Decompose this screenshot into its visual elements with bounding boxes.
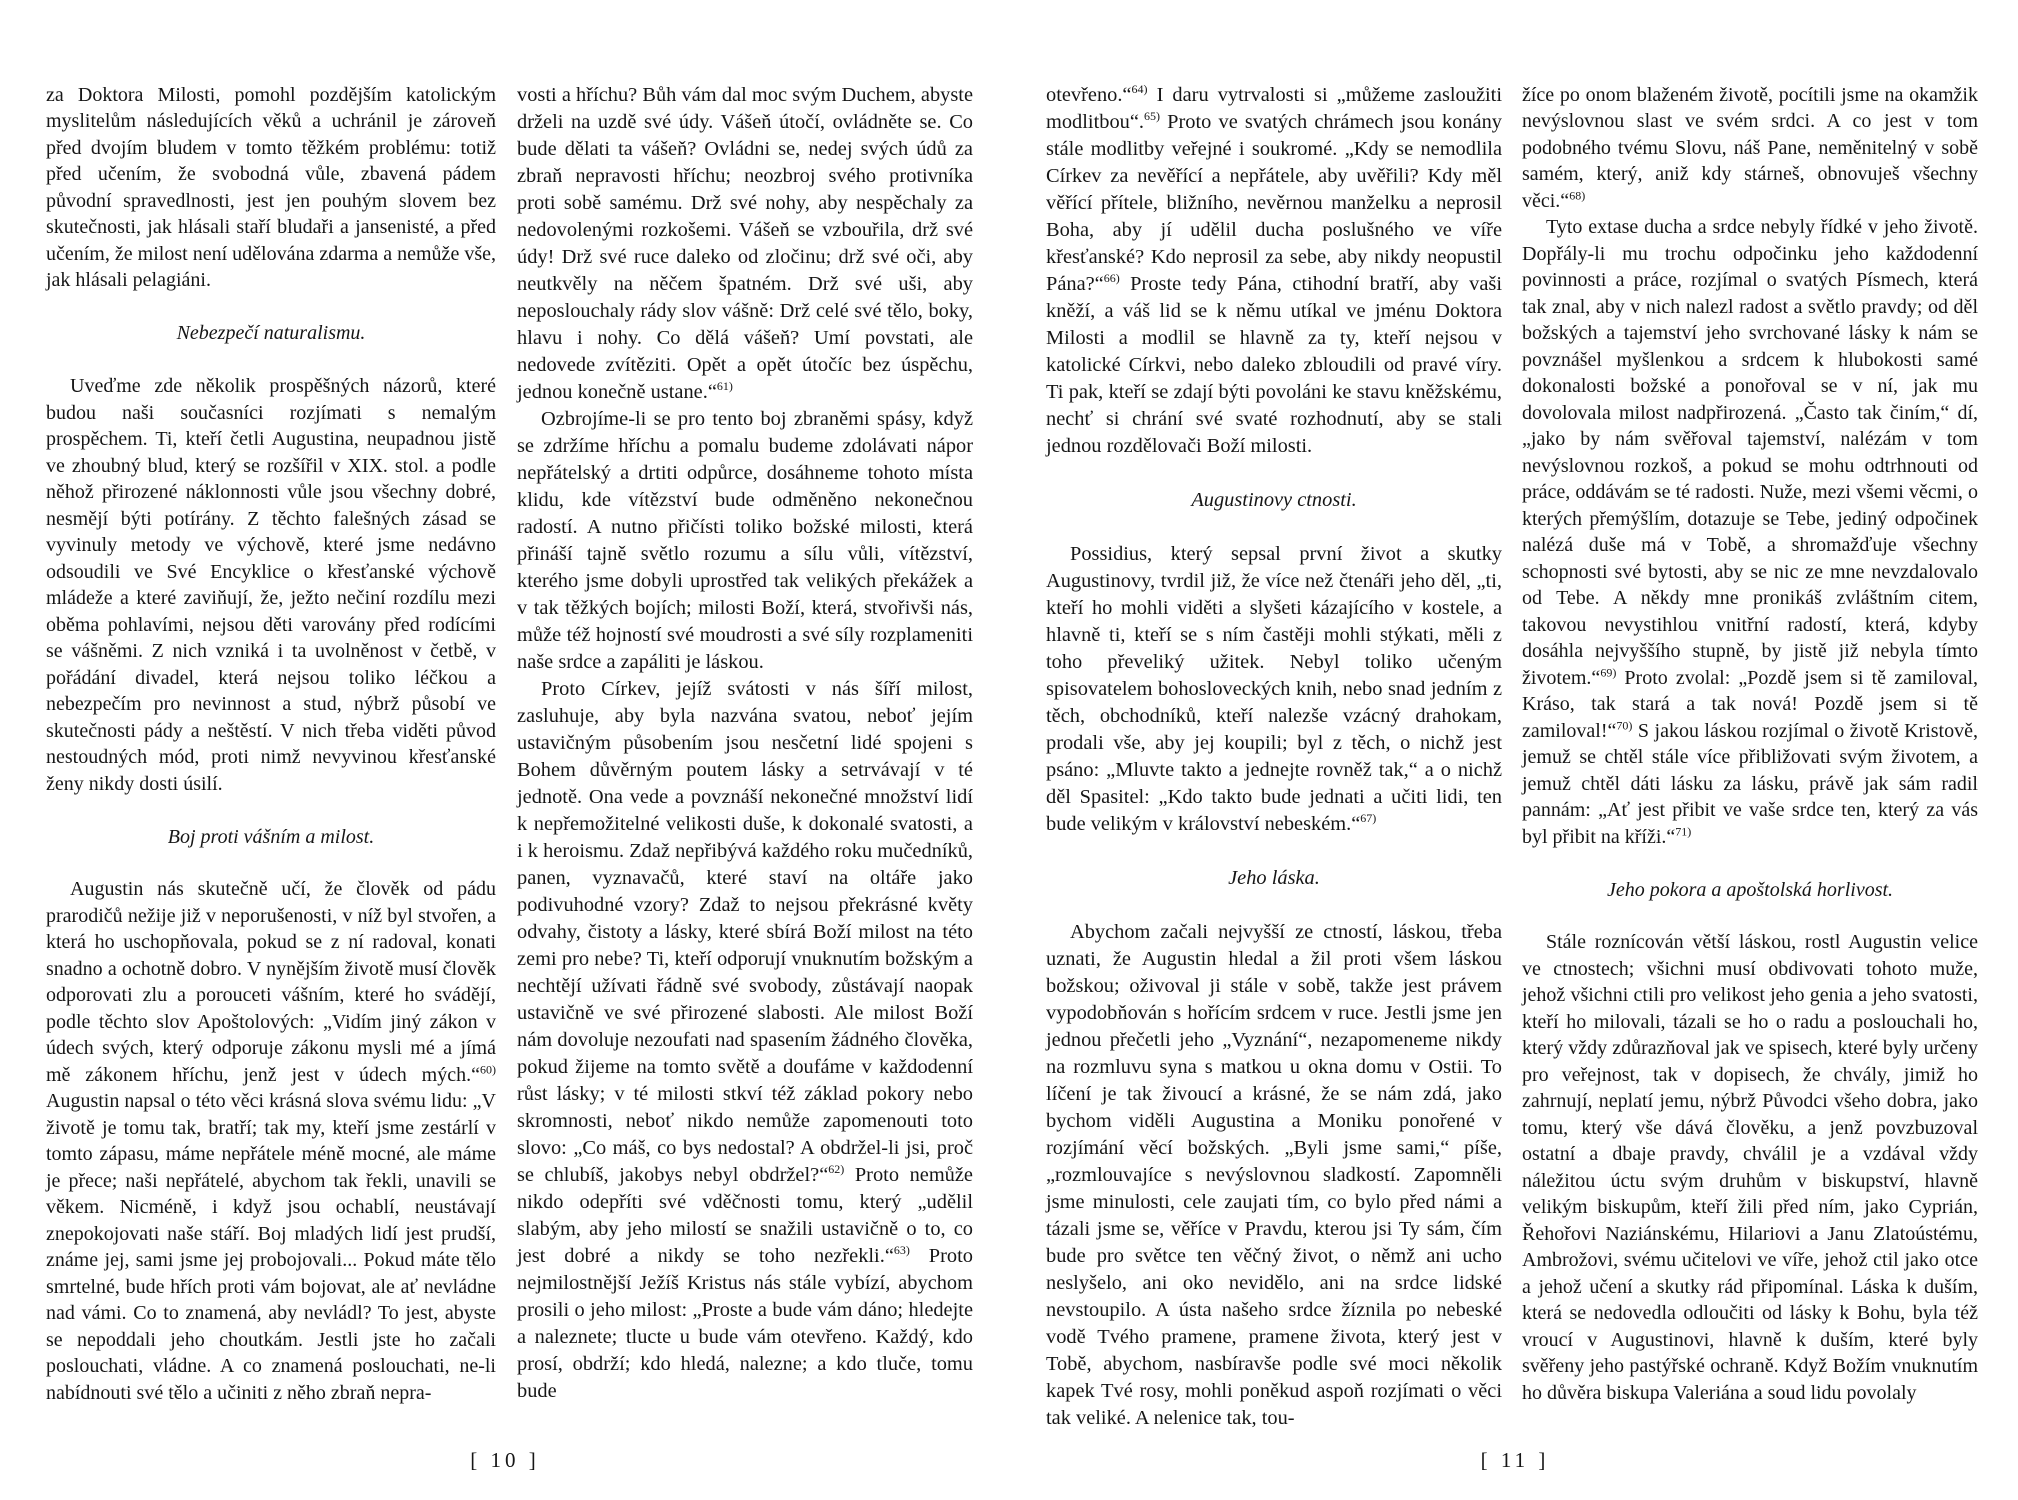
paragraph xyxy=(1522,214,1978,850)
text-run: Tyto extase ducha a srdce nebyly řídké v jeho životě. Dopřály-li mu trochu odpočinku jeho každodenní povinnosti a práce, rozjímal o svatých Písmech, která tak znal, aby v nich nalezl radost a světlo pravdy; od děl božských a tajemství jeho svrchované lásky k nám se povznášel myšlenkou a srdcem k hlubokosti samé dokonalosti božské a ponořoval se v ní, jak mu dovolovala milost nadpřirozená. „Často tak činím,“ dí, „jako by nám svěřoval tajemství, nalézám v tom nevýslovnou rozkoš, a pokud se mohu odtrhnouti od práce, oddávám se té radosti. Nuže, mezi všemi věcmi, o kterých přemýšlím, dotazuje se Tebe, jediný odpočinek nalézá duše má v Tobě, a shromažďuje všechny schopnosti své bytosti, aby se nic ze mne nevzdalovalo od Tebe. A někdy mne pronikáš zvláštním citem, takovou nevystihlou vnitřní radostí, která, kdyby dosáhla nejvyššího stupně, by jistě již nebyla tímto životem.“ xyxy=(1522,216,1978,689)
footnote-ref: 60) xyxy=(480,1062,496,1077)
page-number-left: [ 10 ] xyxy=(470,1448,540,1472)
text-run: žíce po onom blaženém životě, pocítili jsme na okamžik nevýslovnou slast ve svém srdci. A co jest v tom podobného tvému Slovu, náš Pane, neměnitelný v sobě samém, který, aniž kdy stárneš, obnovuješ všechny věci.“ xyxy=(1522,84,1978,212)
footnote-ref: 69) xyxy=(1600,665,1617,679)
right-page-column-1 xyxy=(1046,82,1502,1432)
paragraph xyxy=(1522,82,1978,214)
paragraph: za Doktora Milosti, pomohl pozdějším katolickým myslitelům následujících věků a uchránil je zároveň před dvojím bludem v tomto těžkém problému: totiž před učením, že svobodná vůle, zbavená pádem původní spravedlnosti, jest jen pouhým slovem bez skutečnosti, jak hlásali staří bludaři a jansenisté, a před učením, že milost není udělována zdarma a nemůže vše, jak hlásali pelagiáni. xyxy=(46,84,496,292)
paragraph: Ozbrojíme-li se pro tento boj zbraněmi spásy, když se zdržíme hříchu a pomalu budeme zdolávati nápor nepřátelský a drtiti odpůrce, dosáhneme tohoto místa klidu, kde vítězství bude odměněno nekonečnou radostí. A nutno přičísti toliko božské milosti, která přináší tajně světlo rozumu a sílu vůli, vítězství, kterého jsme dobyli uprostřed tak velikých překážek a v tak těžkých bojích; milosti Boží, která, stvořivši nás, může též hojností své moudrosti a své síly rozplameniti naše srdce a zapáliti je láskou. xyxy=(517,408,973,673)
text-run: S jakou láskou rozjímal o životě Kristově, jemuž se chtěl stále více přibližovati svým životem, a jemuž chtěl dáti lásku za lásku, právě jak sám radil pannám: „Ať jest přibit ve vaše srdce ten, který za vás byl přibit na kříži.“ xyxy=(1522,719,1978,848)
footnote-ref: 62) xyxy=(828,1162,845,1177)
footnote-ref: 64) xyxy=(1131,82,1148,97)
right-page-column-2 xyxy=(1522,82,1978,1406)
footnote-ref: 67) xyxy=(1360,811,1377,826)
paragraph: Uveďme zde několik prospěšných názorů, které budou naši současníci rozjímati s nemalým prospěchem. Ti, kteří četli Augustina, neupadnou jistě ve zhoubný blud, který se rozšířil v XIX. stol. a podle něhož přirozené náklonnosti vůle jsou všechny dobré, nesmějí býti potírány. Z těchto falešných zásad se vyvinuly metody ve výchově, které jsme nedávno odsoudili ve Své Encyklice o křesťanské výchově mládeže a které zaviňují, že, ježto nečiní rozdílu mezi oběma pohlavími, nejsou děti varovány před rodícími se vášněmi. Z nich vzniká i ta uvolněnost v četbě, v pořádání divadel, která nejsou toliko léčkou a nebezpečím pro nevinnost a stud, nýbrž působí ve skutečnosti pády a neštěstí. V nich třeba viděti původ nestoudných mód, proti nimž nevyvinou křesťanské ženy nikdy dosti úsilí. xyxy=(46,375,496,795)
section-heading-virtues: Augustinovy ctnosti. xyxy=(1191,489,1357,511)
paragraph xyxy=(1046,541,1502,838)
text-run: Proto zvolal: „Pozdě jsem si tě zamiloval, Kráso, tak stará a tak nová! Pozdě jsem si tě zamiloval!“ xyxy=(1522,666,1978,742)
left-page-column-1 xyxy=(46,82,496,1406)
paragraph: Stále roznícován větší láskou, rostl Augustin velice ve ctnostech; všichni musí obdivovati tohoto muže, jehož všichni ctili pro velikost jeho genia a jeho svatosti, kteří ho milovali, tázali se ho o radu a poslouchali ho, který vždy zdůrazňoval jak ve spisech, které byly určeny pro veřejnost, tak v dopisech, že chvály, jimiž ho zahrnují, neplatí jemu, nýbrž Původci všeho dobra, jako tomu, který vše dává člověku, a jenž povzbuzoval ostatní a dbaje pravdy, chválil je a vzdával vždy náležitou úctu svým druhům v biskupství, hlavně velikým biskupům, kteří žili před ním, jako Cyprián, Řehořovi Naziánskému, Hilariovi a Janu Zlatoústému, Ambrožovi, svému učitelovi ve víře, jehož ctil jako otce a jehož učení a skutky rád připomínal. Láska k duším, která se nedovedla odloučiti od lásky k Bohu, byla též vroucí v Augustinovi, hlavně k duším, které byly svěřeny jeho pastýřské ochraně. Když Božím vnuknutím ho důvěra biskupa Valeriána a soud lidu povolaly xyxy=(1522,931,1978,1404)
text-run: otevřeno.“ xyxy=(1046,84,1132,106)
text-run: vosti a hříchu? Bůh vám dal moc svým Duchem, abyste drželi na uzdě své údy. Vášeň útočí, ovládněte se. Co bude dělati ta vášeň? Ovládni se, nedej svých údů za zbraň nepravosti hříchu; neozbroj svého protivníka proti sobě samému. Drž své nohy, aby nespěchaly za nedovolenými rozkošemi. Vášeň se vzbouřila, drž své údy! Drž své ruce daleko od zločinu; drž své oči, aby neutkvěly na něčem špatném. Drž své uši, aby neposlouchaly rády slov vášně: Drž celé své tělo, boky, hlavu i nohy. Co dělá vášeň? Umí povstati, ale nedovede zvítěziti. Opět a opět útočíc bez úspěchu, jednou konečně ustane.“ xyxy=(517,84,973,403)
left-page-column-2 xyxy=(517,82,973,1405)
section-heading-passions: Boj proti vášním a milost. xyxy=(167,825,375,848)
section-heading-naturalism: Nebezpečí naturalismu. xyxy=(176,322,366,345)
text-run: Proto nejmilostnější Ježíš Kristus nás stále vybízí, abychom prosili o jeho milost: „Proste a bude vám dáno; hledejte a naleznete; tlucte u bude vám otevřeno. Každý, kdo prosí, obdrží; kdo hledá, nalezne; a kdo tluče, tomu bude xyxy=(517,1245,973,1402)
text-run: Possidius, který sepsal první život a skutky Augustinovy, tvrdil již, že více než čtenáři jeho děl, „ti, kteří ho mohli viděti a slyšeti kázajícího v kostele, a hlavně ti, kteří se s ním častěji mohli stýkati, měli z toho převeliký užitek. Nebyl toliko učeným spisovatelem bohosloveckých knih, nebo snad jedním z těch, obchodníků, kteří nalezše vzácný drahokam, prodali vše, aby jej koupili; byl z těch, o nichž jest psáno: „Mluvte takto a jednejte rovněž tak,“ a o nichž děl Spasitel: „Kdo takto bude jednati a učiti lidi, ten bude velikým v království nebeském.“ xyxy=(1046,543,1502,835)
page-number-right: [ 11 ] xyxy=(1480,1448,1550,1472)
paragraph xyxy=(46,876,496,1406)
paragraph xyxy=(517,82,973,406)
text-run: Augustin napsal o této věci krásná slova svému lidu: „V životě je tomu tak, bratří; tak my, kteří jsme zestárlí v tomto zápasu, máme nepřátele méně mocné, ale máme je přece; naši nepřátelé, abychom tak řekli, unavili se věkem. Nicméně, i když jsou ochablí, neustávají znepokojovati naše stáří. Boj mladých lidí jest prudší, známe jej, sami jsme jej probojovali... Pokud máte tělo smrtelné, bude hřích proti vám bojovat, ale ať nevládne nad vámi. Co to znamená, aby nevládl? To jest, abyste se nepoddali jeho choutkám. Jestli jste ho začali poslouchati, vládne. A co znamená poslouchati, ne-li nabídnouti své tělo a učiniti z něho zbraň nepra- xyxy=(46,1090,496,1404)
footnote-ref: 61) xyxy=(716,379,733,394)
paragraph: Abychom začali nejvyšší ze ctností, láskou, třeba uznati, že Augustin hledal a žil proti všem láskou božskou; oživoval ji stále v sobě, takže jest právem vypodobňován s hořícím srdcem v ruce. Jestli jsme jen jednou přečetli jeho „Vyznání“, nezapomeneme nikdy na rozmluvu syna s matkou u okna domu v Ostii. To líčení je tak živoucí a krásné, že se nám zdá, jako bychom viděli Augustina a Moniku ponořené v rozjímání věcí božských. „Byli jsme sami,“ píše, „rozmlouvajíce s nevýslovnou sladkostí. Zapomněli jsme minulosti, cele zaujati tím, co bylo před námi a tázali jsme se, věříce v Pravdu, kterou jsi Ty sám, čím bude pro světce ten věčný život, o němž ani ucho neslyšelo, ani oko nevidělo, ani na srdce lidské nevstoupilo. A ústa našeho srdce žíznila po nebeské vodě Tvého pramene, pramene života, který jest v Tobě, abychom, nasbíravše podle své moci několik kapek Tvé rosy, mohli poněkud aspoň rozjímati o věci tak veliké. A nelenice tak, tou- xyxy=(1046,921,1502,1429)
text-run: Proste tedy Pána, ctihodní bratří, aby vaši kněží, a váš lid se k němu utíkal ve jménu Doktora Milosti a modlil se hlavně za ty, kteří nejsou v katolické Církvi, nebo daleko zbloudili od pravé víry. Ti pak, kteří se zdají býti povoláni ke stavu kněžskému, nechť si chrání své svaté rozhodnutí, aby se stali jednou rozdělovači Boží milosti. xyxy=(1046,273,1502,457)
section-heading-humility: Jeho pokora a apoštolská horlivost. xyxy=(1606,878,1894,901)
footnote-ref: 71) xyxy=(1675,823,1692,838)
footnote-ref: 70) xyxy=(1616,717,1633,732)
paragraph xyxy=(517,676,973,1405)
text-run: Proto ve svatých chrámech jsou konány stále modlitby veřejné i soukromé. „Kdy se nemodlila Církev za nevěřící a nepřátele, aby uvěřili? Kdy měl věřící přítele, bližního, nevěrnou manželku a neprosil Boha, aby jí udělil ducha poslušného ve víře křesťanské? Kdo neprosil za sebe, aby nikdy neopustil Pána?“ xyxy=(1046,111,1502,295)
text-run: Augustin nás skutečně učí, že člověk od pádu prarodičů nežije již v neporušenosti, v níž byl stvořen, a která ho uschopňovala, pokud se z ní radoval, konati snadno a ochotně dobro. V nynějším životě musí člověk odporovati zlu a porouceti vášním, které ho svádějí, podle těchto slov Apoštolových: „Vidím jiný zákon v údech svých, který odporuje zákonu mysli mé a jímá mě zákonem hříchu, jenž jest v údech mých.“ xyxy=(46,878,496,1086)
footnote-ref: 65) xyxy=(1143,109,1160,124)
paragraph xyxy=(1046,82,1502,460)
text-run: I daru vytrvalosti si „můžeme zasloužiti modlitbou“. xyxy=(1046,84,1502,133)
text-run: Proto nemůže nikdo odepříti své vděčnosti tomu, který „udělil slabým, aby jeho milostí se snažili ustavičně o to, co jest dobré a nikdy se toho nezřekli.“ xyxy=(517,1164,973,1267)
footnote-ref: 63) xyxy=(893,1243,910,1258)
section-heading-love: Jeho láska. xyxy=(1228,867,1320,889)
footnote-ref: 68) xyxy=(1569,188,1586,203)
text-run: Proto Církev, jejíž svátosti v nás šíří milost, zasluhuje, aby byla nazvána svatou, neboť jejím ustavičným působením jsou nesčetní lidé spojeni s Bohem důvěrným poutem lásky a setrvávají v té jednotě. Ona vede a povznáší nekonečné množství lidí k nepřemožitelné velikosti duše, k dokonalé svatosti, a i k heroismu. Zdaž nepřibývá každého roku mučedníků, panen, vyznavačů, které staví na oltáře jako podivuhodné vzory? Zdaž to nejsou překrásné květy odvahy, čistoty a lásky, které sbírá Boží milost na této zemi pro nebe? Ti, kteří odporují vnuknutím božským a nechtějí užívati řádně své svobody, zůstávají naopak ustavičně ve své přirozené slabosti. Ale milost Boží nám dovoluje nezoufati nad spasením žádného člověka, pokud žijeme na tomto světě a doufáme v každodenní růst lásky; v té milosti stkví též základ pokory nebo skromnosti, neboť nikdo nemůže zapomenouti toto slovo: „Co máš, co bys nedostal? A obdržel-li jsi, proč se chlubíš, jakobys nebyl obdržel?“ xyxy=(517,678,973,1186)
footnote-ref: 66) xyxy=(1103,271,1120,286)
